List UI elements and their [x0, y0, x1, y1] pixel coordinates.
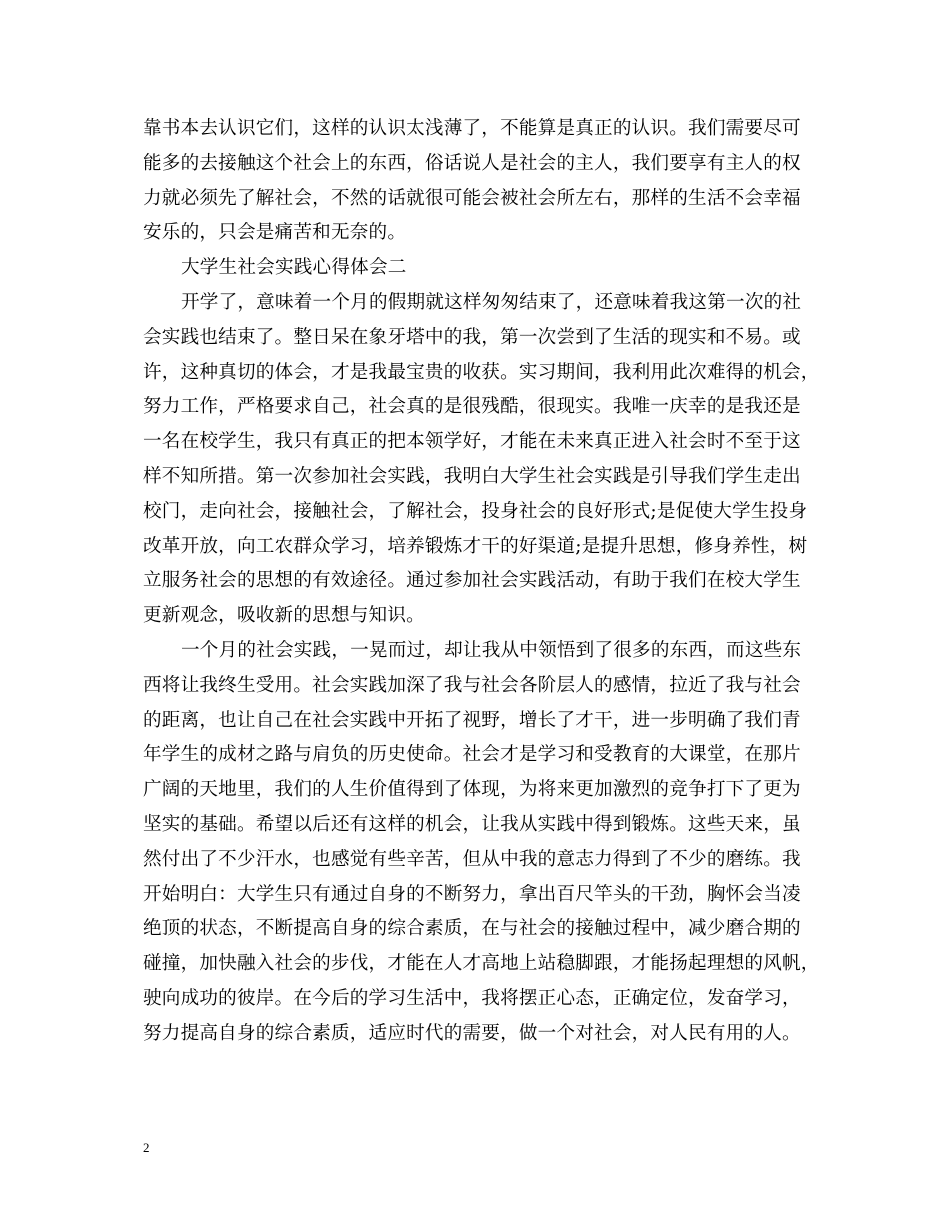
body-text — [143, 112, 820, 1052]
text-line: 碰撞，加快融入社会的步伐，才能在人才高地上站稳脚跟，才能扬起理想的风帆， — [143, 953, 820, 975]
text-line: 一名在校学生，我只有真正的把本领学好，才能在未来真正进入社会时不至于这 — [143, 431, 801, 453]
text-line: 开始明白：大学生只有通过自身的不断努力，拿出百尺竿头的干劲，胸怀会当凌 — [143, 883, 801, 905]
text-line: 许，这种真切的体会，才是我最宝贵的收获。实习期间，我利用此次难得的机会， — [143, 361, 820, 383]
text-line: 西将让我终生受用。社会实践加深了我与社会各阶层人的感情，拉近了我与社会 — [143, 674, 801, 696]
text-line: 坚实的基础。希望以后还有这样的机会，让我从实践中得到锻炼。这些天来，虽 — [143, 813, 801, 835]
text-line: 改革开放，向工农群众学习，培养锻炼才干的好渠道;是提升思想，修身养性，树 — [143, 535, 808, 557]
text-line: 然付出了不少汗水，也感觉有些辛苦，但从中我的意志力得到了不少的磨练。我 — [143, 848, 801, 870]
text-line: 更新观念，吸收新的思想与知识。 — [143, 605, 425, 627]
text-line: 样不知所措。第一次参加社会实践，我明白大学生社会实践是引导我们学生走出 — [143, 465, 801, 487]
text-line: 开学了，意味着一个月的假期就这样匆匆结束了，还意味着我这第一次的社 — [181, 291, 802, 313]
section-heading: 大学生社会实践心得体会二 — [181, 257, 407, 279]
text-line: 驶向成功的彼岸。在今后的学习生活中，我将摆正心态，正确定位，发奋学习， — [143, 987, 801, 1009]
text-line: 会实践也结束了。整日呆在象牙塔中的我，第一次尝到了生活的现实和不易。或 — [143, 326, 801, 348]
text-line: 广阔的天地里，我们的人生价值得到了体现，为将来更加激烈的竞争打下了更为 — [143, 779, 801, 801]
text-line: 的距离，也让自己在社会实践中开拓了视野，增长了才干，进一步明确了我们青 — [143, 709, 801, 731]
text-line: 能多的去接触这个社会上的东西，俗话说人是社会的主人，我们要享有主人的权 — [143, 152, 801, 174]
text-line: 力就必须先了解社会，不然的话就很可能会被社会所左右，那样的生活不会幸福 — [143, 187, 801, 209]
text-line: 努力工作，严格要求自己，社会真的是很残酷，很现实。我唯一庆幸的是我还是 — [143, 396, 801, 418]
text-line: 靠书本去认识它们，这样的认识太浅薄了，不能算是真正的认识。我们需要尽可 — [143, 118, 801, 139]
page-number: 2 — [143, 1140, 150, 1155]
text-line: 安乐的，只会是痛苦和无奈的。 — [143, 222, 407, 244]
text-line: 校门，走向社会，接触社会，了解社会，投身社会的良好形式;是促使大学生投身 — [143, 500, 808, 522]
text-line: 立服务社会的思想的有效途径。通过参加社会实践活动，有助于我们在校大学生 — [143, 570, 801, 592]
text-line: 努力提高自身的综合素质，适应时代的需要，做一个对社会，对人民有用的人。 — [143, 1022, 801, 1044]
text-line: 绝顶的状态，不断提高自身的综合素质，在与社会的接触过程中，减少磨合期的 — [143, 918, 801, 940]
text-line: 年学生的成材之路与肩负的历史使命。社会才是学习和受教育的大课堂，在那片 — [143, 744, 801, 766]
text-line: 一个月的社会实践，一晃而过，却让我从中领悟到了很多的东西，而这些东 — [181, 639, 802, 661]
